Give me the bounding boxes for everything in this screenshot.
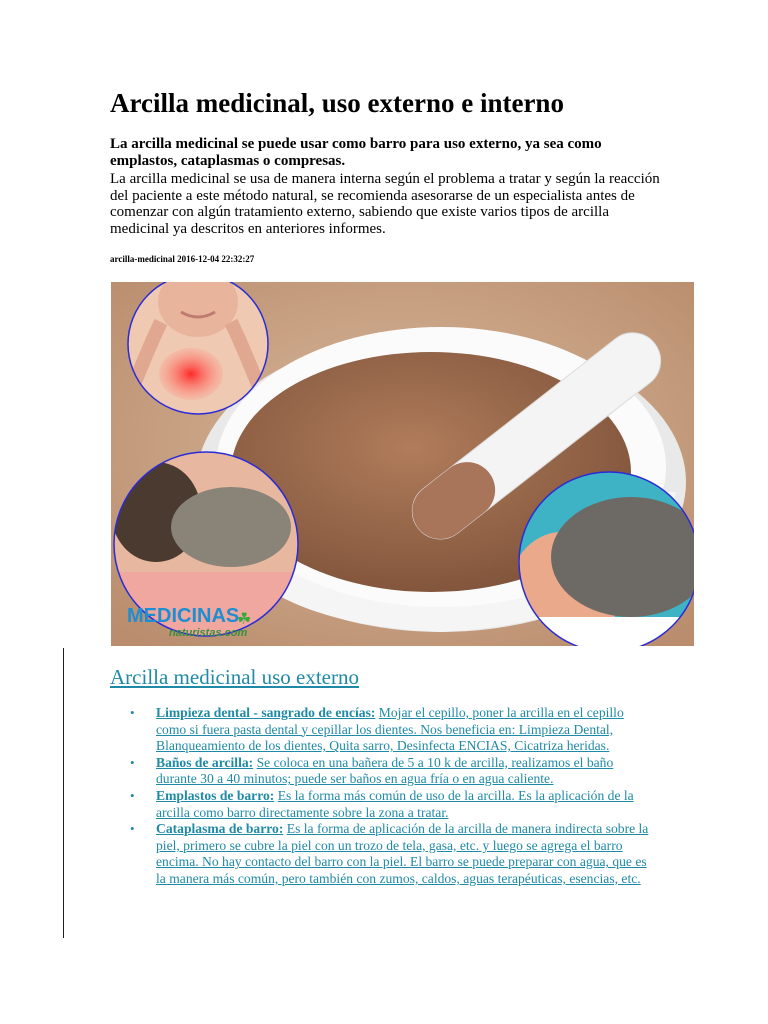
- section-title-link[interactable]: Arcilla medicinal uso externo: [110, 665, 359, 689]
- mortar-clay-illustration: [111, 282, 694, 646]
- bullet-icon: •: [130, 754, 135, 770]
- bullet-icon: •: [130, 787, 135, 803]
- item-desc-link[interactable]: Es la forma más común de uso de la arcilla. Es la aplicación de la arcilla como barro directamente sobre la zona a tratar.: [156, 787, 634, 820]
- item-term-link[interactable]: Limpieza dental - sangrado de encías:: [156, 705, 376, 720]
- list-item: [130, 705, 650, 755]
- logo-text: MEDICINAS: [127, 605, 240, 627]
- margin-bar: [63, 648, 64, 938]
- uses-list: [130, 705, 650, 888]
- logo-subtext: naturistas.com: [169, 627, 248, 639]
- list-item: [130, 821, 650, 887]
- item-desc-link[interactable]: Mojar el cepillo, poner la arcilla en el cepillo como si fuera pasta dental y cepillar los dientes. Nos beneficia en: Limpieza Dental, Blanqueamiento de los dientes, Quita sarro, Desinfecta ENCIAS, Cicatriza heridas.: [156, 705, 624, 754]
- item-desc-link[interactable]: Es la forma de aplicación de la arcilla de manera indirecta sobre la piel, primero se cubre la piel con un trozo de tela, gasa, etc. y luego se agrega el barro encima. No hay contacto del barro con la piel. El barro se puede preparar con agua, que es la manera más común, pero también con zumos, caldos, aguas terapéuticas, esencias, etc.: [156, 821, 649, 886]
- list-item: [130, 788, 650, 821]
- item-term-link[interactable]: Emplastos de barro:: [156, 787, 275, 803]
- bullet-icon: •: [130, 821, 135, 837]
- list-item: [130, 755, 650, 788]
- item-term-link[interactable]: Baños de arcilla:: [156, 754, 254, 770]
- item-desc-link[interactable]: Se coloca en una bañera de 5 a 10 k de arcilla, realizamos el baño durante 30 a 40 minutos; puede ser baños en agua fría o en agua caliente.: [156, 754, 614, 787]
- article-title: Arcilla medicinal, uso externo e interno: [110, 88, 564, 118]
- item-term-link[interactable]: Cataplasma de barro:: [156, 821, 284, 837]
- hero-image: [111, 282, 694, 646]
- intro-paragraph: La arcilla medicinal se usa de manera interna según el problema a tratar y según la reacción del paciente a este método natural, se recomienda asesorarse de un especialista antes de comenzar con algún tratamiento externo, sabiendo que existe varios tipos de arcilla medicinal ya descritos en anteriores informes.: [110, 171, 660, 237]
- bullet-icon: •: [130, 705, 135, 720]
- leaf-icon: ☘: [237, 611, 252, 628]
- intro-summary: La arcilla medicinal se puede usar como barro para uso externo, ya sea como emplastos, cataplasmas o compresas.: [110, 136, 602, 169]
- article-meta: arcilla-medicinal 2016-12-04 22:32:27: [110, 254, 255, 264]
